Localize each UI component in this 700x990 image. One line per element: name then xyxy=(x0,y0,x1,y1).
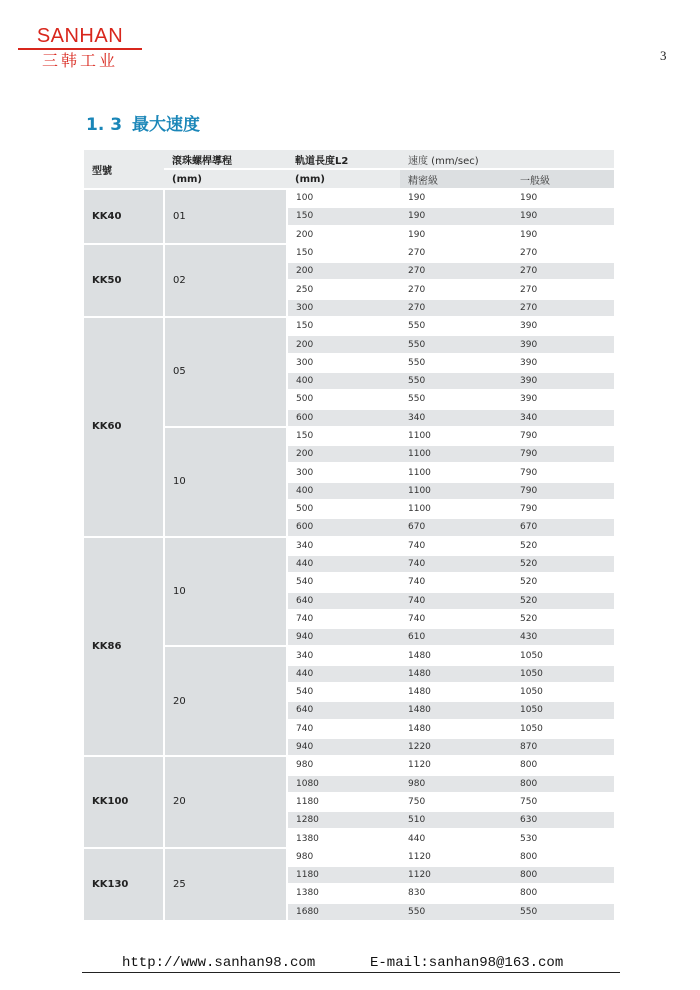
company-logo xyxy=(18,26,142,70)
precision-speed-cell: 270 xyxy=(400,299,512,317)
length-cell: 1180 xyxy=(287,866,400,884)
lead-cell: 25 xyxy=(164,848,287,921)
table-row xyxy=(84,427,614,445)
normal-speed-cell: 520 xyxy=(512,592,614,610)
normal-speed-cell: 630 xyxy=(512,811,614,829)
normal-speed-cell: 870 xyxy=(512,738,614,756)
normal-speed-cell: 390 xyxy=(512,372,614,390)
logo-divider xyxy=(18,48,142,50)
model-cell: KK130 xyxy=(84,848,164,921)
precision-speed-cell: 1100 xyxy=(400,445,512,463)
normal-speed-cell: 1050 xyxy=(512,720,614,738)
table-row xyxy=(84,537,614,555)
header-precision: 精密級 xyxy=(400,169,512,189)
length-cell: 150 xyxy=(287,427,400,445)
table-row xyxy=(84,317,614,335)
header-lead-unit: (mm) xyxy=(164,169,287,189)
length-cell: 980 xyxy=(287,848,400,866)
normal-speed-cell: 520 xyxy=(512,537,614,555)
precision-speed-cell: 510 xyxy=(400,811,512,829)
lead-cell: 01 xyxy=(164,189,287,244)
length-cell: 600 xyxy=(287,518,400,536)
precision-speed-cell: 980 xyxy=(400,775,512,793)
model-cell: KK60 xyxy=(84,317,164,537)
precision-speed-cell: 1120 xyxy=(400,866,512,884)
precision-speed-cell: 550 xyxy=(400,317,512,335)
normal-speed-cell: 670 xyxy=(512,518,614,536)
length-cell: 500 xyxy=(287,390,400,408)
normal-speed-cell: 270 xyxy=(512,299,614,317)
normal-speed-cell: 800 xyxy=(512,775,614,793)
lead-cell: 10 xyxy=(164,537,287,647)
length-cell: 250 xyxy=(287,280,400,298)
length-cell: 100 xyxy=(287,189,400,207)
normal-speed-cell: 390 xyxy=(512,335,614,353)
normal-speed-cell: 190 xyxy=(512,207,614,225)
footer-email: E-mail:sanhan98@163.com xyxy=(370,955,564,971)
length-cell: 150 xyxy=(287,244,400,262)
precision-speed-cell: 550 xyxy=(400,903,512,921)
logo-chinese: 三韩工业 xyxy=(41,51,118,70)
length-cell: 1680 xyxy=(287,903,400,921)
length-cell: 540 xyxy=(287,573,400,591)
model-cell: KK100 xyxy=(84,756,164,847)
precision-speed-cell: 550 xyxy=(400,390,512,408)
length-cell: 540 xyxy=(287,683,400,701)
length-cell: 200 xyxy=(287,262,400,280)
normal-speed-cell: 270 xyxy=(512,280,614,298)
length-cell: 440 xyxy=(287,555,400,573)
precision-speed-cell: 1120 xyxy=(400,848,512,866)
precision-speed-cell: 1220 xyxy=(400,738,512,756)
table-row xyxy=(84,244,614,262)
section-title xyxy=(86,113,200,137)
length-cell: 440 xyxy=(287,665,400,683)
length-cell: 640 xyxy=(287,701,400,719)
normal-speed-cell: 800 xyxy=(512,756,614,774)
length-cell: 940 xyxy=(287,628,400,646)
lead-cell: 20 xyxy=(164,756,287,847)
header-normal: 一般級 xyxy=(512,169,614,189)
lead-cell: 10 xyxy=(164,427,287,537)
normal-speed-cell: 790 xyxy=(512,427,614,445)
length-cell: 1180 xyxy=(287,793,400,811)
normal-speed-cell: 520 xyxy=(512,555,614,573)
footer-website: http://www.sanhan98.com xyxy=(122,955,316,971)
header-length-unit: (mm) xyxy=(287,169,400,189)
normal-speed-cell: 390 xyxy=(512,317,614,335)
header-model: 型號 xyxy=(84,150,164,189)
table-body xyxy=(84,189,614,921)
normal-speed-cell: 390 xyxy=(512,390,614,408)
precision-speed-cell: 740 xyxy=(400,592,512,610)
precision-speed-cell: 1100 xyxy=(400,427,512,445)
section-title-text: 最大速度 xyxy=(132,115,201,135)
precision-speed-cell: 1120 xyxy=(400,756,512,774)
normal-speed-cell: 1050 xyxy=(512,683,614,701)
length-cell: 300 xyxy=(287,463,400,481)
table-row xyxy=(84,756,614,774)
footer-divider xyxy=(82,972,620,973)
normal-speed-cell: 190 xyxy=(512,226,614,244)
length-cell: 1380 xyxy=(287,829,400,847)
table-row xyxy=(84,848,614,866)
normal-speed-cell: 790 xyxy=(512,463,614,481)
precision-speed-cell: 190 xyxy=(400,226,512,244)
length-cell: 1380 xyxy=(287,884,400,902)
normal-speed-cell: 550 xyxy=(512,903,614,921)
precision-speed-cell: 190 xyxy=(400,189,512,207)
normal-speed-cell: 1050 xyxy=(512,646,614,664)
length-cell: 740 xyxy=(287,610,400,628)
length-cell: 340 xyxy=(287,646,400,664)
length-cell: 300 xyxy=(287,299,400,317)
length-cell: 1280 xyxy=(287,811,400,829)
precision-speed-cell: 670 xyxy=(400,518,512,536)
header-lead: 滾珠螺桿導程 xyxy=(164,150,287,169)
length-cell: 150 xyxy=(287,207,400,225)
precision-speed-cell: 550 xyxy=(400,354,512,372)
model-cell: KK50 xyxy=(84,244,164,317)
precision-speed-cell: 340 xyxy=(400,409,512,427)
precision-speed-cell: 830 xyxy=(400,884,512,902)
precision-speed-cell: 610 xyxy=(400,628,512,646)
precision-speed-cell: 740 xyxy=(400,555,512,573)
length-cell: 640 xyxy=(287,592,400,610)
length-cell: 1080 xyxy=(287,775,400,793)
precision-speed-cell: 270 xyxy=(400,262,512,280)
normal-speed-cell: 800 xyxy=(512,848,614,866)
precision-speed-cell: 1480 xyxy=(400,683,512,701)
model-cell: KK40 xyxy=(84,189,164,244)
precision-speed-cell: 270 xyxy=(400,280,512,298)
length-cell: 600 xyxy=(287,409,400,427)
precision-speed-cell: 740 xyxy=(400,537,512,555)
precision-speed-cell: 1100 xyxy=(400,482,512,500)
section-number: 1. 3 xyxy=(86,115,123,135)
table-row xyxy=(84,646,614,664)
precision-speed-cell: 1480 xyxy=(400,720,512,738)
normal-speed-cell: 1050 xyxy=(512,701,614,719)
normal-speed-cell: 340 xyxy=(512,409,614,427)
lead-cell: 02 xyxy=(164,244,287,317)
lead-cell: 05 xyxy=(164,317,287,427)
precision-speed-cell: 740 xyxy=(400,573,512,591)
precision-speed-cell: 550 xyxy=(400,372,512,390)
precision-speed-cell: 270 xyxy=(400,244,512,262)
normal-speed-cell: 790 xyxy=(512,445,614,463)
normal-speed-cell: 270 xyxy=(512,262,614,280)
length-cell: 980 xyxy=(287,756,400,774)
length-cell: 150 xyxy=(287,317,400,335)
normal-speed-cell: 530 xyxy=(512,829,614,847)
header-speed: 速度 (mm/sec) xyxy=(400,150,614,169)
precision-speed-cell: 1100 xyxy=(400,463,512,481)
length-cell: 500 xyxy=(287,500,400,518)
table-row xyxy=(84,189,614,207)
length-cell: 740 xyxy=(287,720,400,738)
precision-speed-cell: 550 xyxy=(400,335,512,353)
precision-speed-cell: 1100 xyxy=(400,500,512,518)
length-cell: 200 xyxy=(287,226,400,244)
logo-english: SANHAN xyxy=(36,25,124,47)
normal-speed-cell: 520 xyxy=(512,573,614,591)
normal-speed-cell: 430 xyxy=(512,628,614,646)
normal-speed-cell: 800 xyxy=(512,884,614,902)
length-cell: 340 xyxy=(287,537,400,555)
max-speed-table xyxy=(84,150,614,922)
precision-speed-cell: 750 xyxy=(400,793,512,811)
normal-speed-cell: 790 xyxy=(512,500,614,518)
precision-speed-cell: 190 xyxy=(400,207,512,225)
normal-speed-cell: 1050 xyxy=(512,665,614,683)
model-cell: KK86 xyxy=(84,537,164,757)
normal-speed-cell: 190 xyxy=(512,189,614,207)
precision-speed-cell: 740 xyxy=(400,610,512,628)
length-cell: 940 xyxy=(287,738,400,756)
length-cell: 200 xyxy=(287,335,400,353)
normal-speed-cell: 390 xyxy=(512,354,614,372)
precision-speed-cell: 440 xyxy=(400,829,512,847)
normal-speed-cell: 270 xyxy=(512,244,614,262)
length-cell: 400 xyxy=(287,372,400,390)
normal-speed-cell: 800 xyxy=(512,866,614,884)
normal-speed-cell: 520 xyxy=(512,610,614,628)
precision-speed-cell: 1480 xyxy=(400,701,512,719)
length-cell: 200 xyxy=(287,445,400,463)
lead-cell: 20 xyxy=(164,646,287,756)
header-length: 軌道長度L2 xyxy=(287,150,400,169)
length-cell: 400 xyxy=(287,482,400,500)
length-cell: 300 xyxy=(287,354,400,372)
precision-speed-cell: 1480 xyxy=(400,665,512,683)
normal-speed-cell: 790 xyxy=(512,482,614,500)
page-number: 3 xyxy=(660,48,667,63)
normal-speed-cell: 750 xyxy=(512,793,614,811)
precision-speed-cell: 1480 xyxy=(400,646,512,664)
